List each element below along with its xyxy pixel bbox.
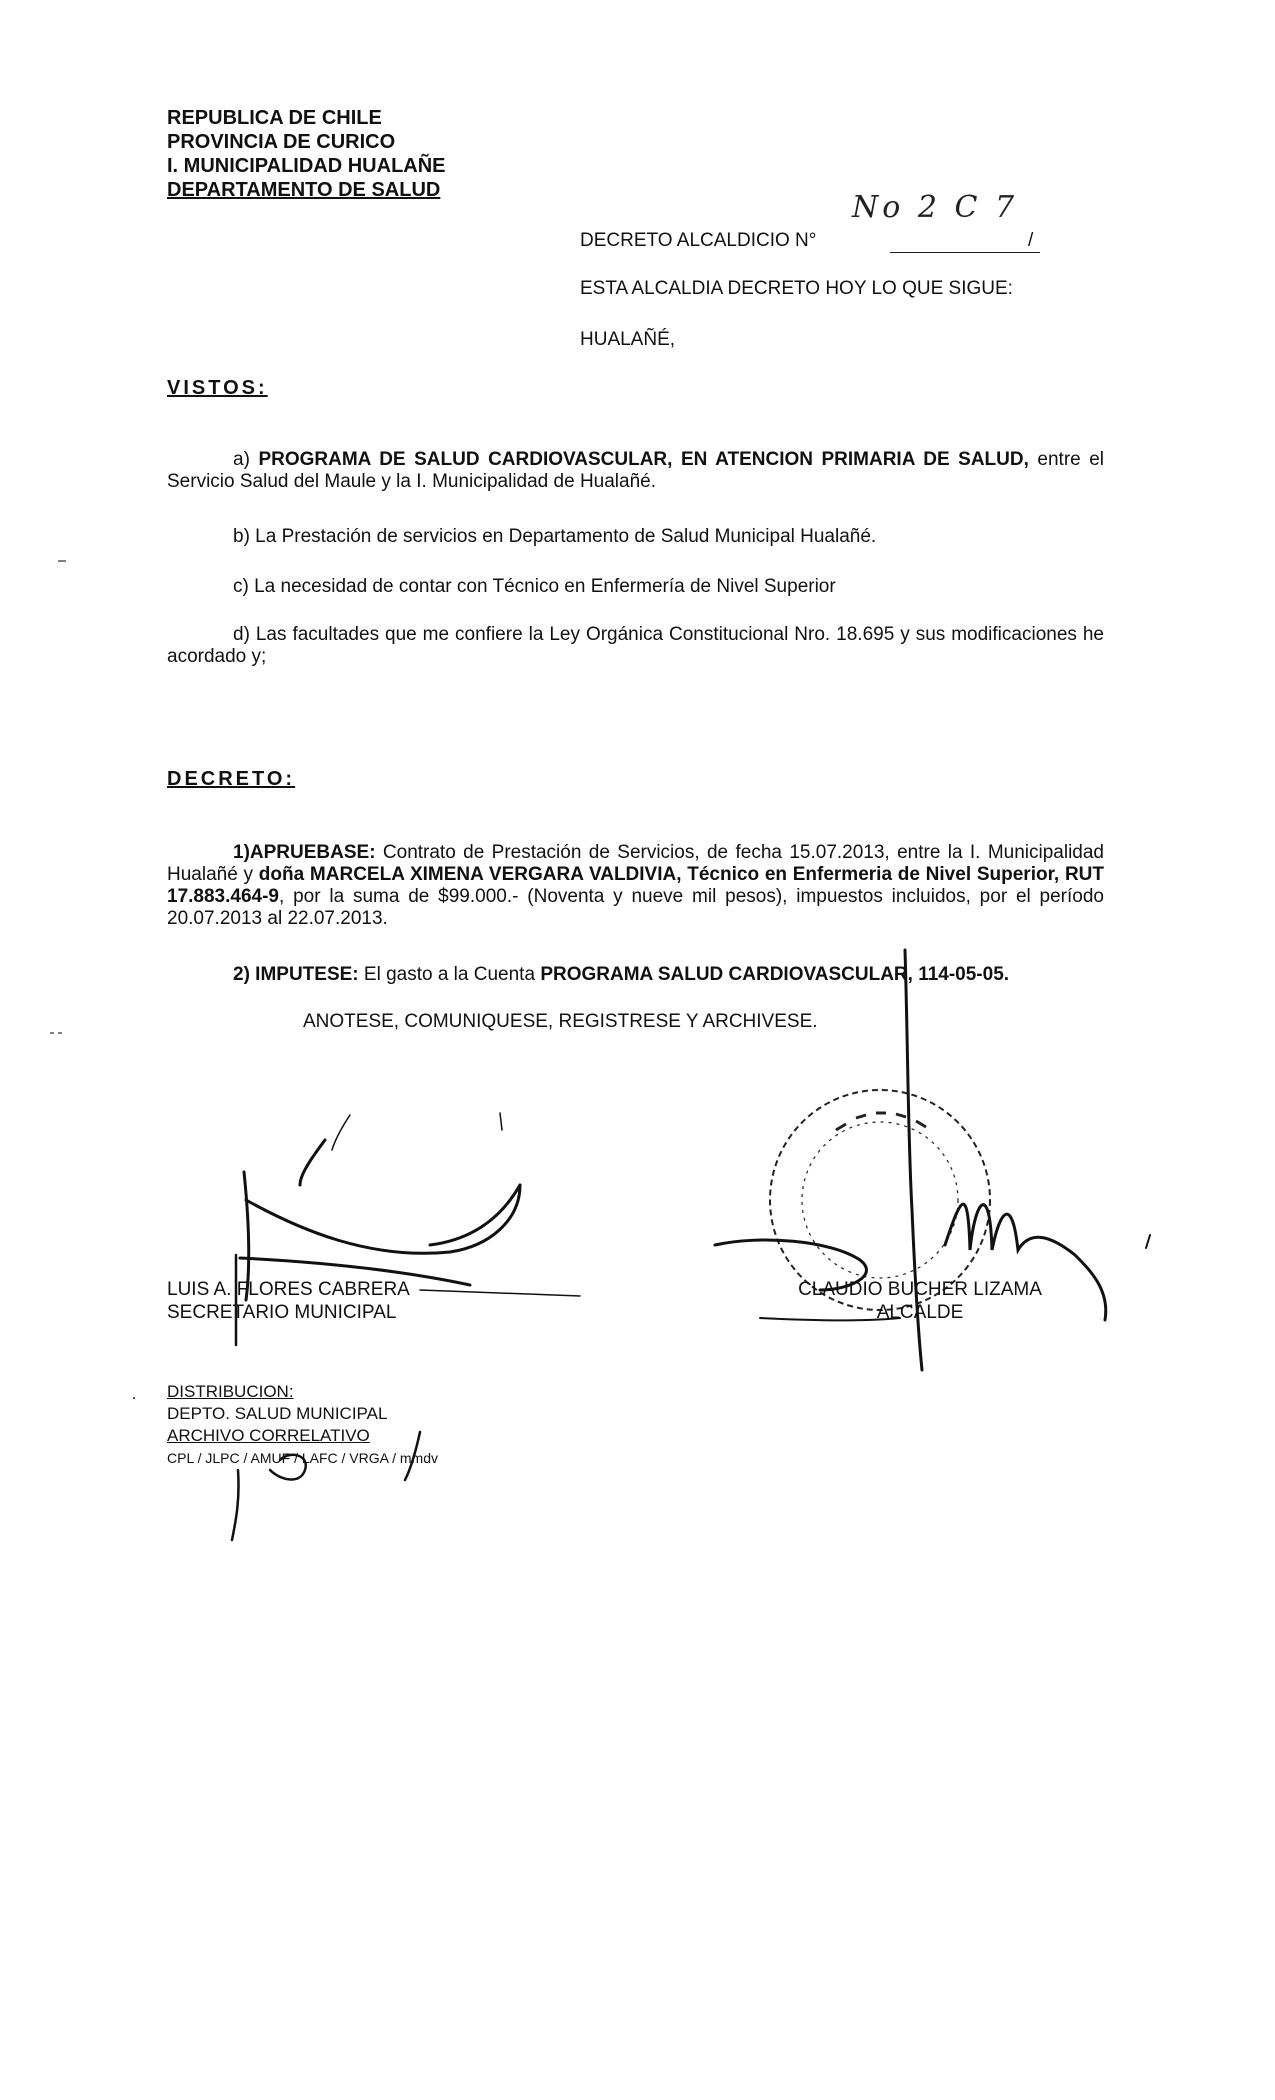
item2-label: 2) IMPUTESE: xyxy=(233,964,359,985)
decree-number-label: DECRETO ALCALDICIO N° xyxy=(580,230,817,251)
decree-intro: ESTA ALCALDIA DECRETO HOY LO QUE SIGUE: xyxy=(580,278,1013,299)
vistos-d-text: d) Las facultades que me confiere la Ley Orgánica Constitucional Nro. 18.695 y sus modificaciones he acordado y; xyxy=(167,624,1104,667)
decree-place: HUALAÑÉ, xyxy=(580,329,676,350)
municipal-stamp-icon xyxy=(770,1090,990,1310)
closing-formula: ANOTESE, COMUNIQUESE, REGISTRESE Y ARCHIVESE. xyxy=(303,1011,818,1032)
item1-text2: , por la suma de $99.000.- (Noventa y nueve mil pesos), impuestos incluidos, por el período 20.07.2013 al 22.07.2013. xyxy=(167,886,1104,929)
item2-text: El gasto a la Cuenta xyxy=(363,964,536,985)
right-signatory xyxy=(760,1278,1080,1324)
header-department: DEPARTAMENTO DE SALUD xyxy=(167,179,441,201)
right-signatory-title: ALCALDE xyxy=(876,1302,964,1323)
distribution-heading: DISTRIBUCION: xyxy=(167,1382,294,1401)
distribution-line-1: DEPTO. SALUD MUNICIPAL xyxy=(167,1404,388,1423)
header-municipality: I. MUNICIPALIDAD HUALAÑE xyxy=(167,155,446,177)
vistos-a-prefix: a) xyxy=(233,449,250,470)
distribution-initials: CPL / JLPC / AMUF / LAFC / VRGA / mmdv xyxy=(167,1450,438,1466)
vistos-c-text: c) La necesidad de contar con Técnico en Enfermería de Nivel Superior xyxy=(233,576,836,597)
decree-number-slash: / xyxy=(1028,230,1034,251)
left-signatory-name: LUIS A. FLORES CABRERA xyxy=(167,1279,410,1300)
item1-label: 1)APRUEBASE: xyxy=(233,842,376,863)
vistos-a-rest: entre el Servicio Salud del Maule y la I. Municipalidad de Hualañé. xyxy=(167,449,1105,492)
right-signatory-name: CLAUDIO BUCHER LIZAMA xyxy=(798,1279,1042,1300)
distribution-line-2: ARCHIVO CORRELATIVO xyxy=(167,1426,370,1445)
distribution-block xyxy=(167,1381,438,1469)
vistos-heading: VISTOS: xyxy=(167,377,268,399)
handwritten-decree-number: No 2 C 7 xyxy=(852,190,1019,225)
item1-bold: doña MARCELA XIMENA VERGARA VALDIVIA, Técnico en Enfermeria de Nivel Superior, RUT 17.883.464-9 xyxy=(167,864,1105,907)
left-signatory-title: SECRETARIO MUNICIPAL xyxy=(167,1302,397,1323)
header-province: PROVINCIA DE CURICO xyxy=(167,131,396,153)
item1-text1: Contrato de Prestación de Servicios, de fecha 15.07.2013, entre la I. Municipalidad Hualañé y xyxy=(167,842,1104,885)
vistos-b-text: b) La Prestación de servicios en Departamento de Salud Municipal Hualañé. xyxy=(233,526,877,547)
decreto-heading: DECRETO: xyxy=(167,768,296,790)
left-signatory xyxy=(167,1278,410,1324)
item2-bold: PROGRAMA SALUD CARDIOVASCULAR, 114-05-05. xyxy=(540,964,1010,985)
header-republic: REPUBLICA DE CHILE xyxy=(167,107,382,129)
vistos-a-bold: PROGRAMA DE SALUD CARDIOVASCULAR, EN ATENCION PRIMARIA DE SALUD, xyxy=(258,449,1029,470)
